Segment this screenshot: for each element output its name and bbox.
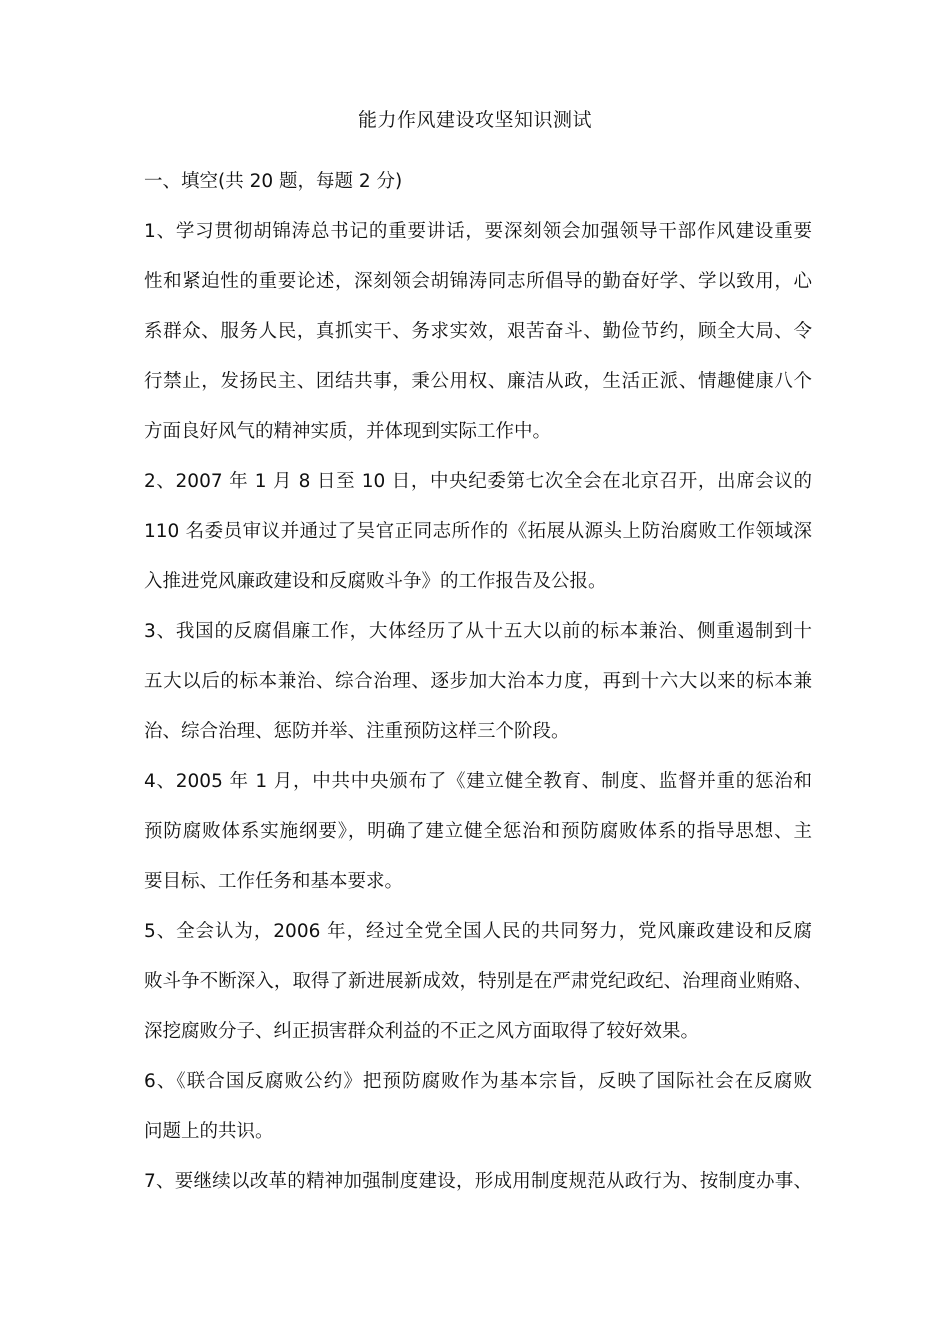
question-7 xyxy=(144,1157,812,1207)
question-3 xyxy=(144,607,812,757)
section-heading xyxy=(144,157,812,207)
paragraph-line: 败斗争不断深入，取得了新进展新成效，特别是在严肃党纪政纪、治理商业贿赂、 xyxy=(144,971,812,992)
question-2 xyxy=(144,457,812,607)
paragraph-line: 入推进党风廉政建设和反腐败斗争》的工作报告及公报。 xyxy=(144,571,607,592)
paragraph-line: 性和紧迫性的重要论述，深刻领会胡锦涛同志所倡导的勤奋好学、学以致用，心 xyxy=(144,271,812,292)
paragraph-line: 3、我国的反腐倡廉工作，大体经历了从十五大以前的标本兼治、侧重遏制到十 xyxy=(144,621,812,642)
paragraph-line: 6、《联合国反腐败公约》把预防腐败作为基本宗旨，反映了国际社会在反腐败 xyxy=(144,1071,812,1092)
paragraph-line: 7、要继续以改革的精神加强制度建设，形成用制度规范从政行为、按制度办事、 xyxy=(144,1171,812,1192)
question-5 xyxy=(144,907,812,1057)
question-4 xyxy=(144,757,812,907)
paragraph-line: 4、2005 年 1 月，中共中央颁布了《建立健全教育、制度、监督并重的惩治和 xyxy=(144,771,812,792)
paragraph-line: 1、学习贯彻胡锦涛总书记的重要讲话，要深刻领会加强领导干部作风建设重要 xyxy=(144,221,812,242)
paragraph-line: 5、全会认为，2006 年，经过全党全国人民的共同努力，党风廉政建设和反腐 xyxy=(144,921,812,942)
paragraph-line: 深挖腐败分子、纠正损害群众利益的不正之风方面取得了较好效果。 xyxy=(144,1021,700,1042)
paragraph-line: 要目标、工作任务和基本要求。 xyxy=(144,871,404,892)
paragraph-line: 治、综合治理、惩防并举、注重预防这样三个阶段。 xyxy=(144,721,570,742)
question-6 xyxy=(144,1057,812,1157)
paragraph-line: 预防腐败体系实施纲要》，明确了建立健全惩治和预防腐败体系的指导思想、主 xyxy=(144,821,812,842)
paragraph-line: 2、2007 年 1 月 8 日至 10 日，中央纪委第七次全会在北京召开，出席会议的 xyxy=(144,471,812,492)
paragraph-line: 行禁止，发扬民主、团结共事，秉公用权、廉洁从政，生活正派、情趣健康八个 xyxy=(144,371,812,392)
document-body xyxy=(144,157,812,1207)
section-heading-text: 一、填空(共 20 题，每题 2 分) xyxy=(144,171,403,192)
paragraph-line: 系群众、服务人民，真抓实干、务求实效，艰苦奋斗、勤俭节约，顾全大局、令 xyxy=(144,321,812,342)
document-title: 能力作风建设攻坚知识测试 xyxy=(357,109,592,131)
paragraph-line: 方面良好风气的精神实质，并体现到实际工作中。 xyxy=(144,421,552,442)
paragraph-line: 五大以后的标本兼治、综合治理、逐步加大治本力度，再到十六大以来的标本兼 xyxy=(144,671,812,692)
paragraph-line: 110 名委员审议并通过了吴官正同志所作的《拓展从源头上防治腐败工作领域深 xyxy=(144,521,812,542)
question-1 xyxy=(144,207,812,457)
paragraph-line: 问题上的共识。 xyxy=(144,1121,274,1142)
